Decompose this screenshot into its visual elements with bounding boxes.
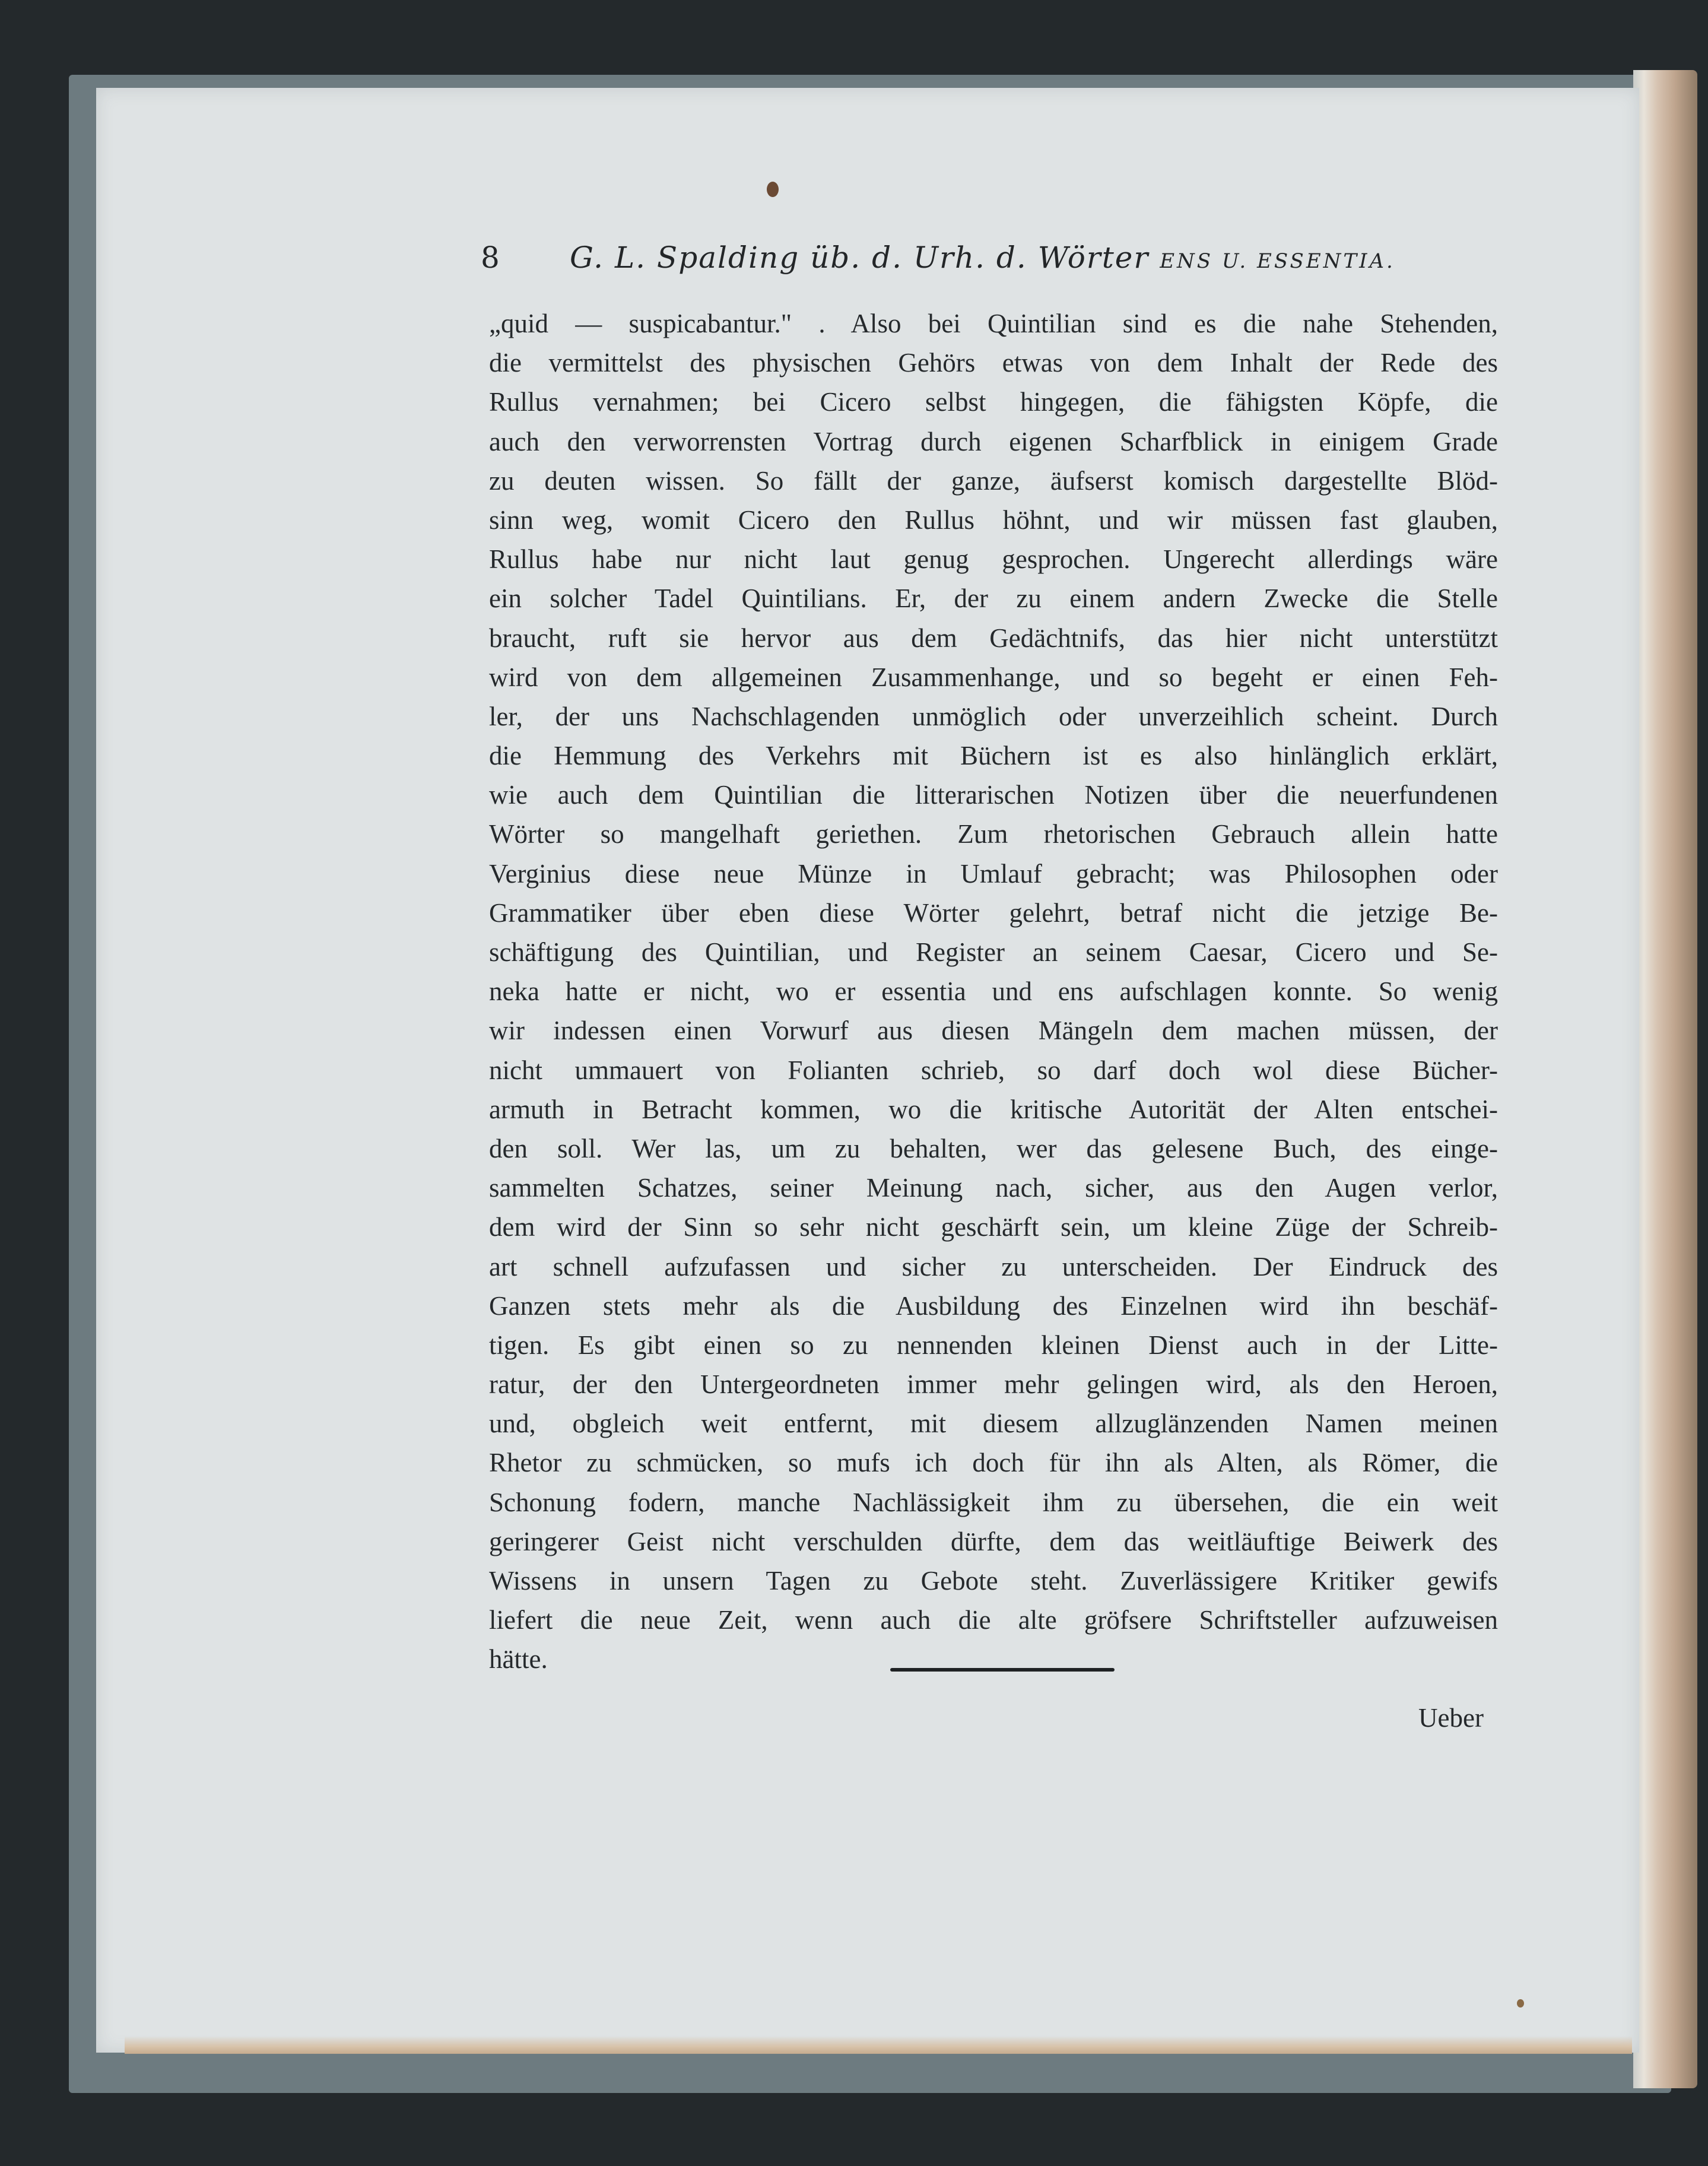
text-line: Rullus habe nur nicht laut genug gesprochen. Ungerecht allerdings wäre [489, 544, 1498, 575]
page-bottom-stain [125, 2036, 1632, 2054]
text-line: ratur, der den Untergeordneten immer mehr gelingen wird, als den Heroen, [489, 1369, 1498, 1400]
text-line: Wissens in unsern Tagen zu Gebote steht. Zuverlässigere Kritiker gewifs [489, 1566, 1498, 1596]
text-line: Grammatiker über eben diese Wörter gelehrt, betraf nicht die jetzige Be- [489, 898, 1498, 928]
running-title-caps: ENS U. ESSENTIA. [1160, 249, 1395, 273]
text-line: den soll. Wer las, um zu behalten, wer das gelesene Buch, des einge- [489, 1133, 1498, 1163]
text-line: Rhetor zu schmücken, so mufs ich doch für ihn als Alten, als Römer, die [489, 1448, 1498, 1478]
text-line: nicht ummauert von Folianten schrieb, so darf doch wol diese Bücher- [489, 1055, 1498, 1085]
text-line: Verginius diese neue Münze in Umlauf gebracht; was Philosophen oder [489, 858, 1498, 889]
running-title-main: G. L. Spalding üb. d. Urh. d. Wörter [570, 240, 1150, 275]
next-page-edge [1633, 70, 1697, 2088]
text-line: ler, der uns Nachschlagenden unmöglich oder unverzeihlich scheint. Durch [489, 701, 1498, 731]
text-line: wir indessen einen Vorwurf aus diesen Mängeln dem machen müssen, der [489, 1016, 1498, 1046]
text-line: und, obgleich weit entfernt, mit diesem allzuglänzenden Namen meinen [489, 1409, 1498, 1439]
text-line: sammelten Schatzes, seiner Meinung nach, sicher, aus den Augen verlor, [489, 1173, 1498, 1203]
section-end-rule [890, 1668, 1115, 1672]
text-line: geringerer Geist nicht verschulden dürfte, dem das weitläuftige Beiwerk des [489, 1526, 1498, 1556]
text-line: sinn weg, womit Cicero den Rullus höhnt, und wir müssen fast glauben, [489, 505, 1498, 535]
text-line: hätte. [489, 1644, 548, 1675]
page-number: 8 [481, 240, 500, 275]
text-line: tigen. Es gibt einen so zu nennenden kleinen Dienst auch in der Litte- [489, 1330, 1498, 1360]
text-line: wie auch dem Quintilian die litterarischen Notizen über die neuerfundenen [489, 780, 1498, 810]
text-line: die Hemmung des Verkehrs mit Büchern ist es also hinlänglich erklärt, [489, 741, 1498, 771]
catchword: Ueber [1418, 1703, 1484, 1733]
text-line: wird von dem allgemeinen Zusammenhange, und so begeht er einen Feh- [489, 662, 1498, 692]
text-line: art schnell aufzufassen und sicher zu unterscheiden. Der Eindruck des [489, 1251, 1498, 1282]
running-header [481, 240, 1513, 288]
text-line: neka hatte er nicht, wo er essentia und ens aufschlagen konnte. So wenig [489, 976, 1498, 1007]
text-line: Rullus vernahmen; bei Cicero selbst hingegen, die fähigsten Köpfe, die [489, 387, 1498, 417]
body-text [489, 304, 1498, 1679]
running-title [570, 240, 1395, 275]
text-line: Schonung fodern, manche Nachlässigkeit ihm zu übersehen, die ein weit [489, 1487, 1498, 1517]
text-line: armuth in Betracht kommen, wo die kritische Autorität der Alten entschei- [489, 1094, 1498, 1124]
text-line: ein solcher Tadel Quintilians. Er, der zu einem andern Zwecke die Stelle [489, 583, 1498, 614]
text-line: zu deuten wissen. So fällt der ganze, äufserst komisch dargestellte Blöd- [489, 465, 1498, 496]
text-line: schäftigung des Quintilian, und Register an seinem Caesar, Cicero und Se- [489, 937, 1498, 967]
text-line: liefert die neue Zeit, wenn auch die alte gröfsere Schriftsteller aufzuweisen [489, 1605, 1498, 1635]
text-line: die vermittelst des physischen Gehörs etwas von dem Inhalt der Rede des [489, 348, 1498, 378]
text-line: auch den verworrensten Vortrag durch eigenen Scharfblick in einigem Grade [489, 426, 1498, 456]
text-line: Wörter so mangelhaft geriethen. Zum rhetorischen Gebrauch allein hatte [489, 819, 1498, 849]
text-line: Ganzen stets mehr als die Ausbildung des Einzelnen wird ihn beschäf- [489, 1290, 1498, 1321]
text-line: „quid — suspicabantur." . Also bei Quintilian sind es die nahe Stehenden, [489, 309, 1498, 338]
text-line: dem wird der Sinn so sehr nicht geschärft sein, um kleine Züge der Schreib- [489, 1212, 1498, 1242]
ink-spot [767, 182, 779, 197]
foxing-spot [1517, 1999, 1524, 2008]
text-line: braucht, ruft sie hervor aus dem Gedächtnifs, das hier nicht unterstützt [489, 623, 1498, 653]
